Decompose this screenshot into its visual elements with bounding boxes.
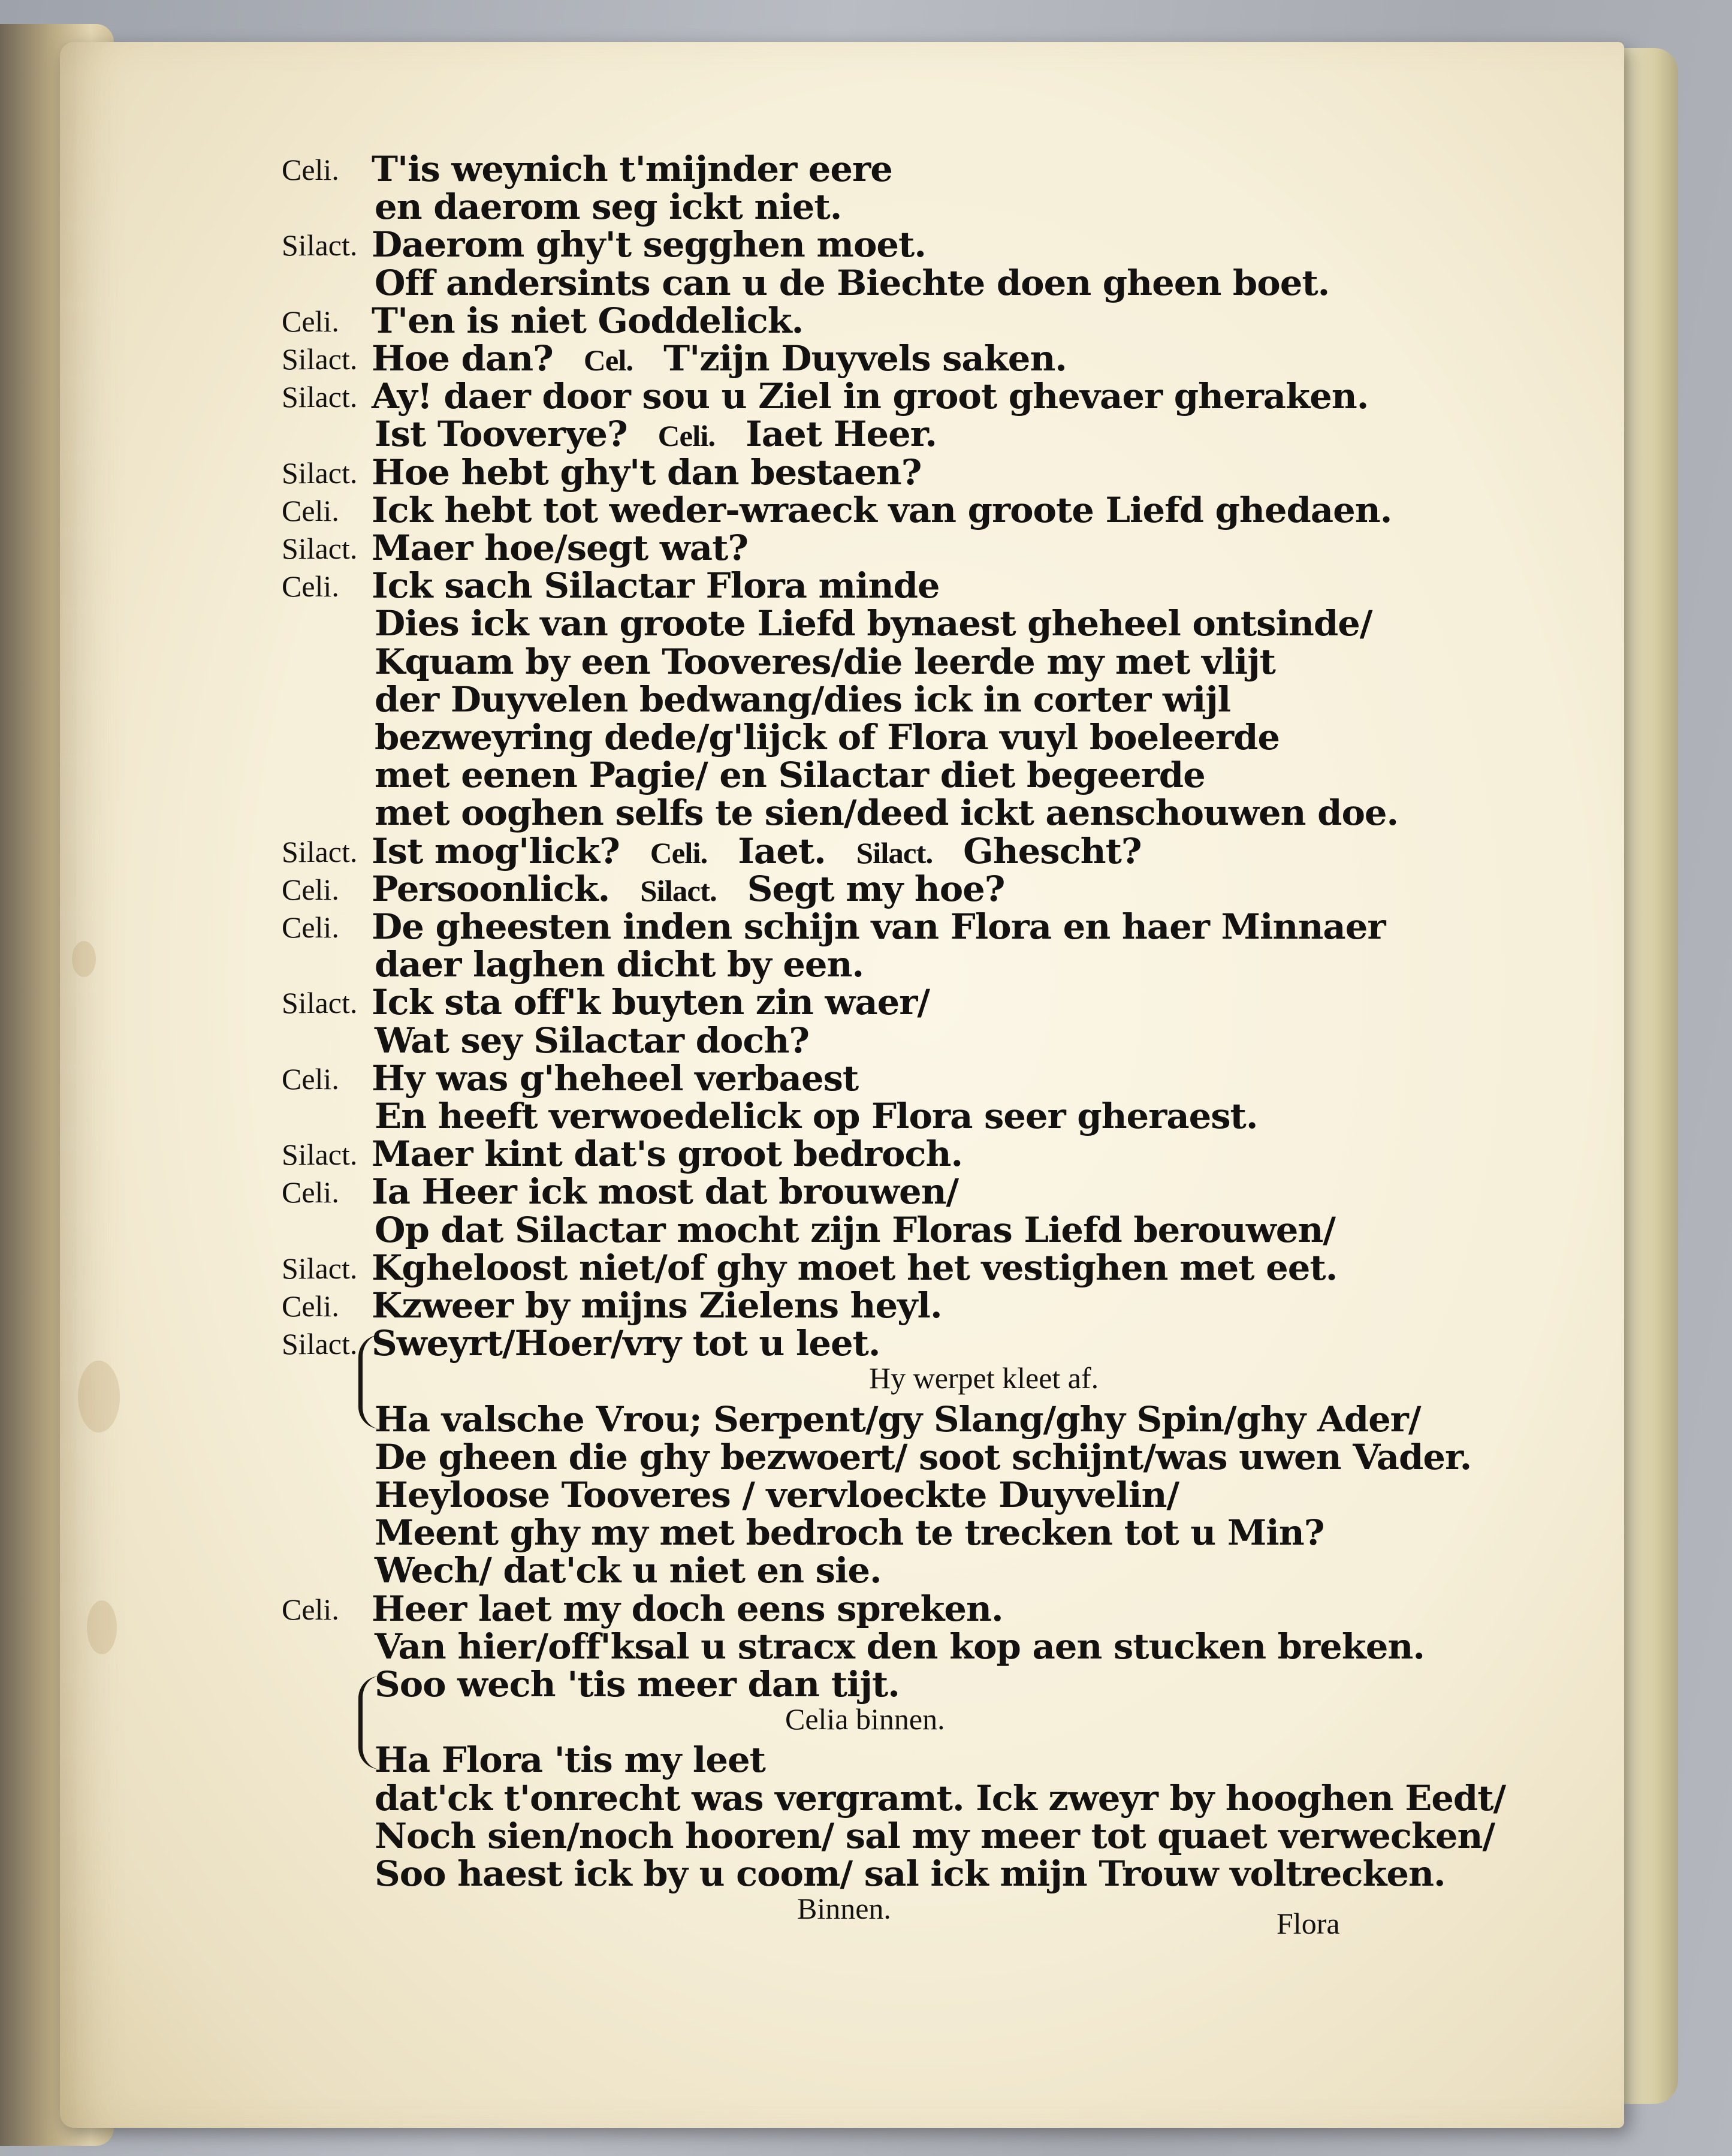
verse-line bbox=[375, 186, 841, 227]
verse-text: De gheen die ghy bezwoert/ soot schijnt/was uwen Vader. bbox=[375, 1436, 1472, 1477]
verse-line bbox=[375, 1437, 1471, 1477]
verse-text: Soo wech 'tis meer dan tijt. bbox=[375, 1664, 900, 1705]
speaker-label: Silact. bbox=[282, 1327, 358, 1361]
verse-text: Soo haest ick by u coom/ sal ick mijn Trouw voltrecken. bbox=[375, 1853, 1446, 1894]
verse-line bbox=[375, 755, 1205, 795]
verse-text: daer laghen dicht by een. bbox=[375, 944, 864, 985]
inline-verse-text: T'zijn Duyvels saken. bbox=[663, 338, 1067, 379]
inline-speaker-label: Silact. bbox=[856, 836, 933, 870]
verse-text: Celia binnen. bbox=[785, 1702, 945, 1736]
verse-line bbox=[372, 1285, 942, 1326]
verse-text: Van hier/off'ksal u stracx den kop aen stucken breken. bbox=[375, 1626, 1425, 1667]
inline-verse-text: Iaet. bbox=[738, 830, 826, 872]
verse-text: Ay! daer door sou u Ziel in groot ghevaer gheraken. bbox=[372, 376, 1369, 417]
verse-text: Wech/ dat'ck u niet en sie. bbox=[375, 1550, 882, 1591]
verse-bracket bbox=[358, 1335, 381, 1428]
speaker-label: Silact. bbox=[282, 228, 358, 263]
verse-text: Ick sach Silactar Flora minde bbox=[372, 565, 940, 607]
speaker-label: Celi. bbox=[282, 569, 339, 604]
inline-verse-text: Ghescht? bbox=[963, 830, 1142, 872]
verse-line bbox=[375, 603, 1372, 644]
verse-line bbox=[375, 792, 1398, 833]
catchword: Flora bbox=[1277, 1907, 1340, 1940]
speaker-label: Celi. bbox=[282, 1062, 339, 1096]
verse-text: Ha Flora 'tis my leet bbox=[375, 1739, 765, 1781]
verse-line bbox=[372, 376, 1368, 417]
verse-text: der Duyvelen bedwang/dies ick in corter wijl bbox=[375, 679, 1231, 720]
speaker-label: Silact. bbox=[282, 380, 358, 414]
inline-speaker-label: Cel. bbox=[583, 343, 633, 377]
inline-speaker-label: Celi. bbox=[657, 419, 716, 453]
verse-line bbox=[372, 1133, 962, 1174]
verse-text: Hy werpet kleet af. bbox=[869, 1361, 1099, 1395]
verse-line bbox=[375, 1778, 1505, 1819]
speaker-label: Silact. bbox=[282, 532, 358, 565]
verse-text: met ooghen selfs te sien/deed ickt aenschouwen doe. bbox=[375, 792, 1399, 834]
verse-line bbox=[372, 300, 803, 341]
verse-text: Maer kint dat's groot bedroch. bbox=[372, 1133, 963, 1175]
verse-text: Wat sey Silactar doch? bbox=[375, 1020, 810, 1061]
verse-line bbox=[375, 1739, 765, 1780]
verse-line bbox=[372, 1323, 880, 1364]
verse-line bbox=[372, 831, 1142, 872]
verse-line bbox=[375, 1664, 900, 1705]
stage-direction bbox=[785, 1702, 945, 1736]
verse-line bbox=[375, 641, 1275, 682]
verse-text: dat'ck t'onrecht was vergramt. Ick zweyr by hooghen Eedt/ bbox=[375, 1777, 1506, 1819]
verse-line bbox=[375, 944, 864, 985]
verse-text: Noch sien/noch hooren/ sal my meer tot quaet verwecken/ bbox=[375, 1815, 1495, 1856]
verse-line bbox=[372, 490, 1392, 530]
verse-line bbox=[375, 1550, 882, 1591]
verse-text: Off andersints can u de Biechte doen gheen boet. bbox=[375, 262, 1330, 303]
verse-text: Kzweer by mijns Zielens heyl. bbox=[372, 1285, 942, 1326]
speaker-label: Celi. bbox=[282, 1289, 339, 1323]
verse-line bbox=[372, 338, 1067, 379]
verse-line bbox=[375, 1210, 1335, 1250]
verse-line bbox=[372, 224, 926, 265]
verse-line bbox=[372, 869, 1004, 909]
verse-text: Persoonlick. bbox=[372, 868, 610, 909]
verse-line bbox=[375, 1096, 1257, 1136]
speaker-label: Silact. bbox=[282, 834, 358, 869]
inline-speaker-label: Silact. bbox=[640, 873, 717, 907]
verse-text: T'is weynich t'mijnder eere bbox=[372, 149, 892, 189]
verse-text: Heyloose Tooveres / vervloeckte Duyvelin/ bbox=[375, 1474, 1179, 1515]
verse-line bbox=[372, 527, 748, 568]
verse-text: Kquam by een Tooveres/die leerde my met vlijt bbox=[375, 641, 1275, 682]
verse-text: en daerom seg ickt niet. bbox=[375, 186, 842, 228]
verse-bracket bbox=[358, 1676, 381, 1769]
verse-text: Hoe dan? bbox=[372, 338, 553, 379]
verse-line bbox=[372, 1171, 958, 1212]
verse-text: Dies ick van groote Liefd bynaest gheheel ontsinde/ bbox=[375, 603, 1372, 644]
speaker-label: Silact. bbox=[282, 456, 358, 490]
speaker-label: Celi. bbox=[282, 493, 339, 527]
verse-text: Ha valsche Vrou; Serpent/gy Slang/ghy Spin/ghy Ader/ bbox=[375, 1398, 1421, 1440]
speaker-label: Celi. bbox=[282, 304, 339, 338]
verse-text: En heeft verwoedelick op Flora seer gheraest. bbox=[375, 1096, 1258, 1136]
verse-line bbox=[375, 1512, 1324, 1553]
verse-line bbox=[372, 906, 1385, 947]
verse-text: Maer hoe/segt wat? bbox=[372, 527, 749, 568]
verse-text: De gheesten inden schijn van Flora en haer Minnaer bbox=[372, 906, 1386, 947]
verse-line bbox=[375, 263, 1329, 303]
verse-text: Daerom ghy't segghen moet. bbox=[372, 224, 926, 266]
inline-speaker-label: Celi. bbox=[650, 836, 708, 870]
verse-line bbox=[375, 414, 937, 454]
speaker-label: Celi. bbox=[282, 1175, 339, 1210]
verse-line bbox=[375, 1816, 1495, 1856]
speaker-label: Celi. bbox=[282, 1592, 339, 1626]
verse-line bbox=[372, 1247, 1337, 1288]
verse-line bbox=[375, 679, 1230, 720]
verse-line bbox=[375, 1399, 1420, 1440]
verse-line bbox=[375, 1474, 1179, 1515]
verse-text: bezweyring dede/g'lijck of Flora vuyl boeleerde bbox=[375, 717, 1280, 758]
verse-text: T'en is niet Goddelick. bbox=[372, 300, 804, 341]
verse-text: Binnen. bbox=[797, 1892, 891, 1926]
inline-verse-text: Segt my hoe? bbox=[747, 868, 1005, 909]
verse-text: Ist mog'lick? bbox=[372, 830, 620, 872]
speaker-label: Celi. bbox=[282, 910, 339, 944]
verse-line bbox=[372, 1058, 858, 1099]
verse-line bbox=[372, 982, 930, 1023]
speaker-label: Silact. bbox=[282, 986, 358, 1020]
verse-text: Hoe hebt ghy't dan bestaen? bbox=[372, 451, 922, 493]
verse-text: met eenen Pagie/ en Silactar diet begeerde bbox=[375, 755, 1205, 796]
verse-line bbox=[372, 149, 892, 189]
speaker-label: Silact. bbox=[282, 342, 358, 376]
speaker-label: Celi. bbox=[282, 872, 339, 906]
verse-text: Ia Heer ick most dat brouwen/ bbox=[372, 1171, 959, 1213]
verse-line bbox=[372, 1588, 1003, 1629]
verse-text: Meent ghy my met bedroch te trecken tot u Min? bbox=[375, 1512, 1324, 1554]
verse-line bbox=[375, 1626, 1425, 1667]
verse-text: Ick sta off'k buyten zin waer/ bbox=[372, 982, 930, 1023]
verse-text: Sweyrt/Hoer/vry tot u leet. bbox=[372, 1323, 880, 1364]
speaker-label: Silact. bbox=[282, 1138, 358, 1172]
verse-text: Hy was g'heheel verbaest bbox=[372, 1057, 859, 1099]
speaker-label: Silact. bbox=[282, 1251, 358, 1285]
verse-line bbox=[372, 565, 940, 606]
verse-text: Heer laet my doch eens spreken. bbox=[372, 1588, 1003, 1629]
verse-text: Ist Tooverye? bbox=[375, 414, 627, 455]
verse-line bbox=[375, 717, 1280, 758]
verse-text: Kgheloost niet/of ghy moet het vestighen met eet. bbox=[372, 1247, 1338, 1288]
verse-line bbox=[375, 1020, 809, 1061]
verse-text: Ick hebt tot weder-wraeck van groote Liefd ghedaen. bbox=[372, 489, 1392, 530]
inline-verse-text: Iaet Heer. bbox=[746, 414, 937, 455]
verse-line bbox=[375, 1853, 1446, 1894]
verse-text: Op dat Silactar mocht zijn Floras Liefd berouwen/ bbox=[375, 1209, 1335, 1250]
stage-direction bbox=[797, 1891, 891, 1926]
stage-direction bbox=[869, 1361, 1099, 1395]
verse-line bbox=[372, 452, 921, 493]
speaker-label: Celi. bbox=[282, 153, 339, 186]
